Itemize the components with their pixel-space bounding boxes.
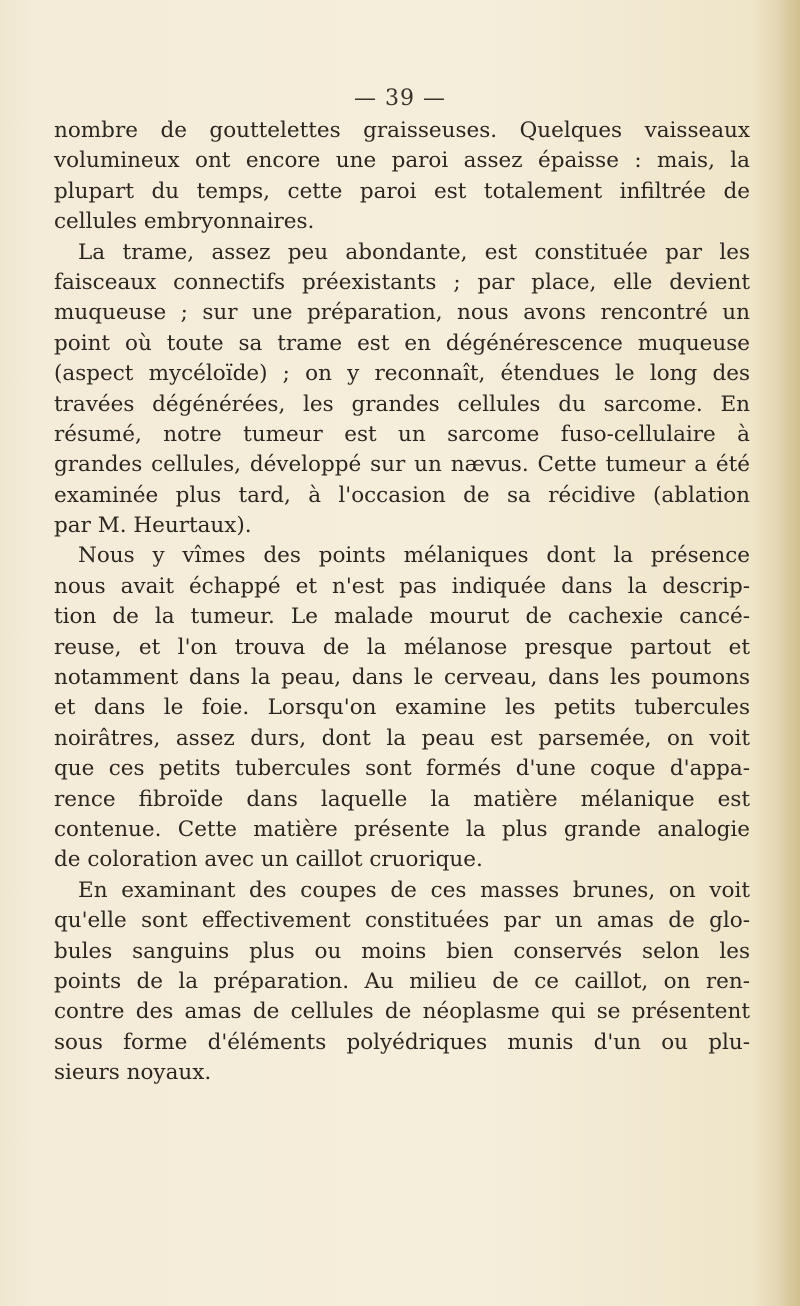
text-line: La trame, assez peu abondante, est constituée par les (78, 239, 750, 265)
text-line: noirâtres, assez durs, dont la peau est parsemée, on voit (54, 725, 750, 751)
text-line: bules sanguins plus ou moins bien conservés selon les (54, 938, 750, 964)
text-line: de coloration avec un caillot cruorique. (54, 847, 483, 873)
text-line: qu'elle sont effectivement constituées par un amas de glo- (54, 908, 750, 934)
text-line: contenue. Cette matière présente la plus grande analogie (54, 816, 750, 842)
text-line: muqueuse ; sur une préparation, nous avons rencontré un (54, 300, 750, 326)
text-line: cellules embryonnaires. (54, 209, 315, 235)
text-line: et dans le foie. Lorsqu'on examine les petits tubercules (54, 695, 750, 721)
text-line: tion de la tumeur. Le malade mourut de cachexie cancé- (54, 604, 750, 630)
text-line: résumé, notre tumeur est un sarcome fuso-cellulaire à (54, 421, 750, 447)
text-line: nombre de gouttelettes graisseuses. Quelques vaisseaux (54, 118, 750, 143)
text-line: points de la préparation. Au milieu de ce caillot, on ren- (54, 968, 750, 994)
text-line: nous avait échappé et n'est pas indiquée dans la descrip- (54, 573, 750, 599)
text-line: que ces petits tubercules sont formés d'une coque d'appa- (54, 756, 750, 782)
text-line: En examinant des coupes de ces masses brunes, on voit (78, 877, 750, 903)
page-edge-shadow (778, 0, 800, 1306)
text-line: Nous y vîmes des points mélaniques dont la présence (78, 543, 750, 569)
text-line: par M. Heurtaux). (54, 513, 252, 539)
text-line: rence fibroïde dans laquelle la matière mélanique est (54, 786, 750, 812)
text-line: (aspect mycéloïde) ; on y reconnaît, étendues le long des (54, 361, 750, 387)
text-line: sous forme d'éléments polyédriques munis d'un ou plu- (54, 1029, 750, 1055)
text-line: examinée plus tard, à l'occasion de sa récidive (ablation (54, 482, 750, 508)
text-line: point où toute sa trame est en dégénérescence muqueuse (54, 330, 750, 356)
text-line: reuse, et l'on trouva de la mélanose presque partout et (54, 634, 750, 660)
body-text (54, 116, 750, 1089)
text-line: grandes cellules, développé sur un nævus. Cette tumeur a été (54, 452, 750, 478)
text-line: faisceaux connectifs préexistants ; par place, elle devient (54, 269, 750, 295)
text-line: contre des amas de cellules de néoplasme qui se présentent (54, 999, 750, 1025)
text-line: plupart du temps, cette paroi est totalement infiltrée de (54, 178, 750, 204)
text-line: notamment dans la peau, dans le cerveau, dans les poumons (54, 665, 750, 691)
text-line: travées dégénérées, les grandes cellules du sarcome. En (54, 391, 750, 417)
page-number: — 39 — (354, 86, 446, 111)
text-line: volumineux ont encore une paroi assez épaisse : mais, la (54, 148, 750, 174)
text-line: sieurs noyaux. (54, 1060, 212, 1086)
